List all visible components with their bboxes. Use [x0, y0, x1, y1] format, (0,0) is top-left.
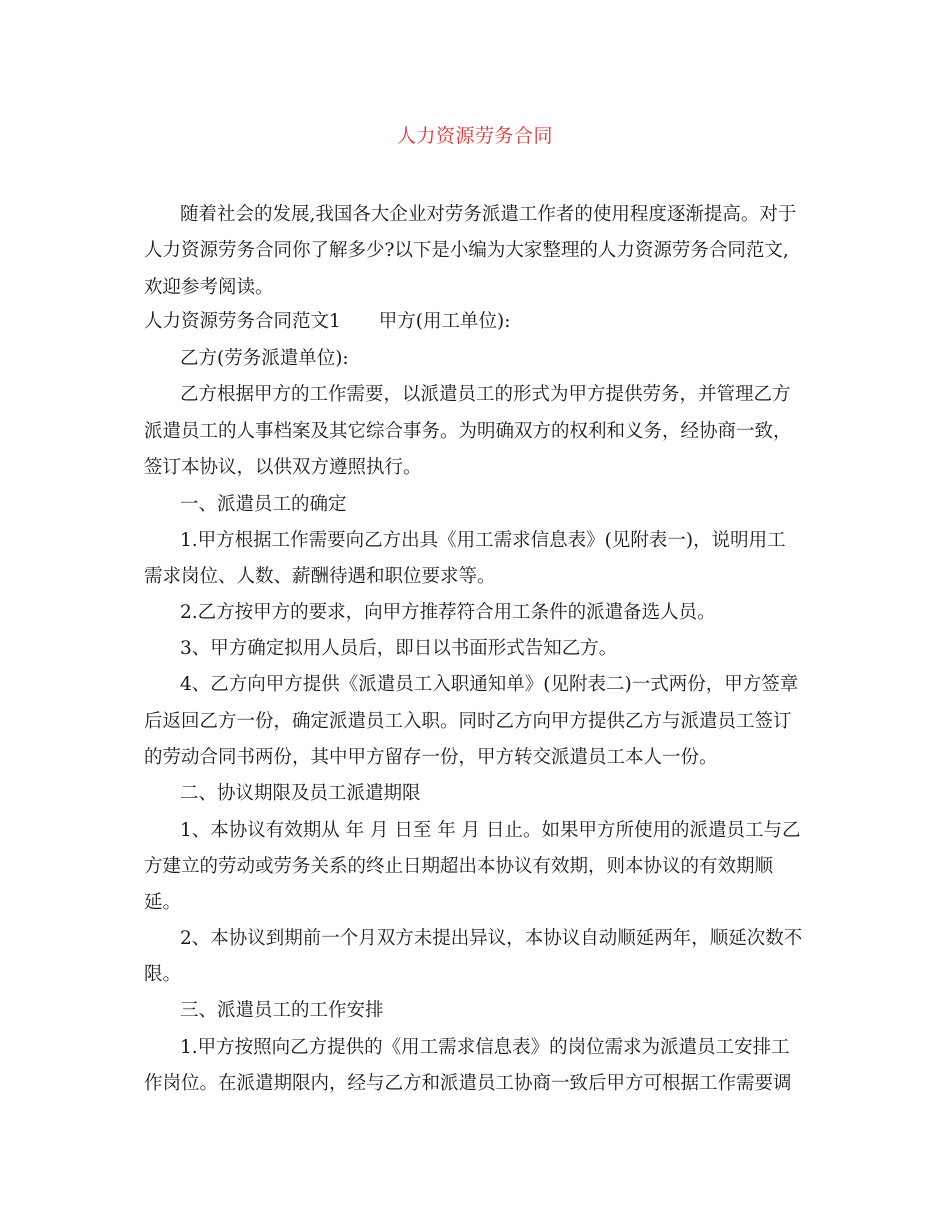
clause-2-2-line-1: 2、本协议到期前一个月双方未提出异议，本协议自动顺延两年，顺延次数不: [180, 928, 803, 949]
clause-1-1-line-1: 1.甲方根据工作需要向乙方出具《用工需求信息表》(见附表一)，说明用工: [180, 530, 786, 551]
section-heading-2: 二、协议期限及员工派遣期限: [180, 783, 421, 804]
intro-line-1: 随着社会的发展,我国各大企业对劳务派遣工作者的使用程度逐渐提高。对于: [180, 204, 797, 225]
clause-3-1-line-1: 1.甲方按照向乙方提供的《用工需求信息表》的岗位需求为派遣员工安排工: [180, 1037, 790, 1058]
section-heading-3: 三、派遣员工的工作安排: [180, 1000, 384, 1021]
preamble-line-2: 派遣员工的人事档案及其它综合事务。为明确双方的权利和义务，经协商一致，: [144, 421, 792, 442]
clause-2-1-line-1: 1、本协议有效期从 年 月 日至 年 月 日止。如果甲方所使用的派遣员工与乙: [180, 820, 801, 841]
preamble-line-1: 乙方根据甲方的工作需要，以派遣员工的形式为甲方提供劳务，并管理乙方: [180, 384, 791, 405]
clause-1-1-line-2: 需求岗位、人数、薪酬待遇和职位要求等。: [144, 566, 496, 587]
clause-1-3: 3、甲方确定拟用人员后，即日以书面形式告知乙方。: [180, 638, 618, 659]
sample-heading: 人力资源劳务合同范文1: [144, 311, 341, 332]
clause-2-2-line-2: 限。: [144, 964, 182, 985]
document-title: 人力资源劳务合同: [396, 125, 553, 147]
clause-2-1-line-2: 方建立的劳动或劳务关系的终止日期超出本协议有效期，则本协议的有效期顺: [144, 856, 774, 877]
party-a-label: 甲方(用工单位):: [378, 311, 511, 332]
party-b-label: 乙方(劳务派遣单位):: [180, 348, 349, 369]
preamble-line-3: 签订本协议，以供双方遵照执行。: [144, 457, 422, 478]
clause-1-4-line-2: 后返回乙方一份，确定派遣员工入职。同时乙方向甲方提供乙方与派遣员工签订: [144, 711, 792, 732]
clause-1-4-line-1: 4、乙方向甲方提供《派遣员工入职通知单》(见附表二)一式两份，甲方签章: [180, 674, 799, 695]
clause-3-1-line-2: 作岗位。在派遣期限内，经与乙方和派遣员工协商一致后甲方可根据工作需要调: [144, 1073, 792, 1094]
clause-1-2: 2.乙方按甲方的要求，向甲方推荐符合用工条件的派遣备选人员。: [180, 602, 716, 623]
section-heading-1: 一、派遣员工的确定: [180, 494, 347, 515]
sample-heading-line: [144, 303, 814, 340]
clause-2-1-line-3: 延。: [144, 892, 182, 913]
intro-line-2: 人力资源劳务合同你了解多少?以下是小编为大家整理的人力资源劳务合同范文,: [144, 240, 789, 261]
intro-line-3: 欢迎参考阅读。: [144, 277, 274, 298]
clause-1-4-line-3: 的劳动合同书两份，其中甲方留存一份，甲方转交派遣员工本人一份。: [144, 747, 718, 768]
